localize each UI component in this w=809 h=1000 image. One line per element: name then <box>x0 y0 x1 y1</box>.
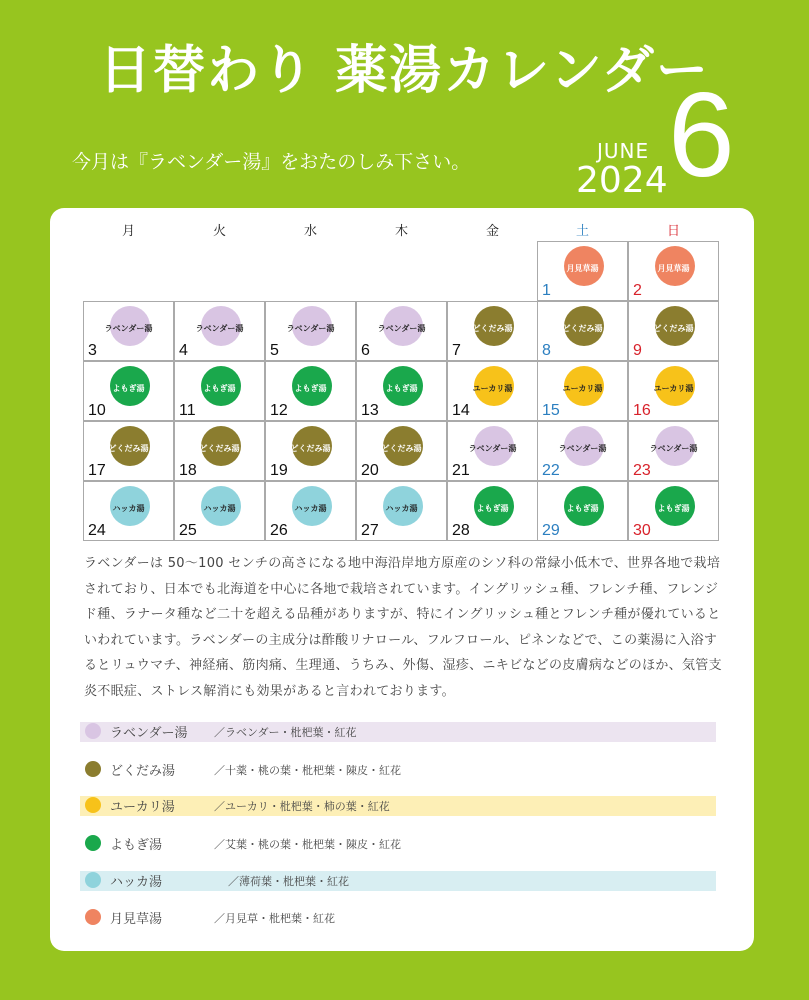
day-number: 29 <box>542 522 560 539</box>
calendar-day-22 <box>537 421 628 481</box>
day-number: 27 <box>361 522 379 539</box>
bath-label: どくだみ湯 <box>199 444 240 453</box>
legend-name: ラベンダー湯 <box>110 726 188 741</box>
bath-label: ユーカリ湯 <box>562 384 603 393</box>
bath-label: ユーカリ湯 <box>472 384 513 393</box>
weekday-6: 日 <box>666 224 680 239</box>
bath-label: よもぎ湯 <box>294 384 327 393</box>
bath-label: ハッカ湯 <box>112 504 145 513</box>
day-number: 30 <box>633 522 651 539</box>
calendar-day-17 <box>83 421 174 481</box>
day-number: 12 <box>270 402 288 419</box>
calendar-day-1 <box>537 241 628 301</box>
bath-label: ラベンダー湯 <box>104 324 153 333</box>
legend-dot <box>85 909 101 925</box>
calendar-day-9 <box>628 301 719 361</box>
day-number: 20 <box>361 462 379 479</box>
day-number: 8 <box>542 342 551 359</box>
legend-item <box>80 760 716 780</box>
day-number: 2 <box>633 282 642 299</box>
day-number: 5 <box>270 342 279 359</box>
bath-label: よもぎ湯 <box>566 504 599 513</box>
calendar-day-15 <box>537 361 628 421</box>
day-number: 7 <box>452 342 461 359</box>
subtitle: 今月は『ラベンダー湯』をおたのしみ下さい。 <box>72 151 471 173</box>
day-number: 11 <box>179 402 196 419</box>
bath-label: ラベンダー湯 <box>195 324 244 333</box>
bath-label: どくだみ湯 <box>290 444 331 453</box>
calendar-day-6 <box>356 301 447 361</box>
legend-item <box>80 908 716 928</box>
legend-dot <box>85 761 101 777</box>
day-number: 9 <box>633 342 642 359</box>
calendar-day-3 <box>83 301 174 361</box>
bath-label: ハッカ湯 <box>294 504 327 513</box>
day-number: 21 <box>452 462 470 479</box>
calendar-day-2 <box>628 241 719 301</box>
bath-label: よもぎ湯 <box>657 504 690 513</box>
calendar-day-19 <box>265 421 356 481</box>
legend-herbs: ／ラベンダー・枇杷葉・紅花 <box>214 726 357 739</box>
bath-label: どくだみ湯 <box>381 444 422 453</box>
calendar-day-21 <box>447 421 538 481</box>
calendar-day-28 <box>447 481 538 541</box>
day-number: 22 <box>542 462 560 479</box>
legend-item <box>80 722 716 742</box>
day-number: 13 <box>361 402 379 419</box>
day-number: 1 <box>542 282 551 299</box>
bath-label: よもぎ湯 <box>385 384 418 393</box>
calendar-day-26 <box>265 481 356 541</box>
calendar-day-30 <box>628 481 719 541</box>
legend-dot <box>85 835 101 851</box>
day-number: 28 <box>452 522 470 539</box>
year-label: 2024 <box>576 160 668 201</box>
calendar-day-18 <box>174 421 265 481</box>
month-english: JUNE <box>597 139 650 163</box>
calendar-day-23 <box>628 421 719 481</box>
weekday-4: 金 <box>485 224 499 239</box>
day-number: 6 <box>361 342 370 359</box>
day-number: 17 <box>88 462 106 479</box>
legend-name: 月見草湯 <box>110 912 163 927</box>
day-number: 26 <box>270 522 288 539</box>
bath-label: よもぎ湯 <box>203 384 236 393</box>
weekday-2: 水 <box>303 224 317 239</box>
calendar-day-16 <box>628 361 719 421</box>
day-number: 25 <box>179 522 197 539</box>
legend-herbs: ／艾葉・桃の葉・枇杷葉・陳皮・紅花 <box>214 838 401 851</box>
weekday-0: 月 <box>121 224 135 239</box>
calendar-day-25 <box>174 481 265 541</box>
weekday-3: 木 <box>394 224 408 239</box>
day-number: 24 <box>88 522 106 539</box>
bath-label: どくだみ湯 <box>108 444 149 453</box>
calendar-day-4 <box>174 301 265 361</box>
bath-label: よもぎ湯 <box>112 384 145 393</box>
bath-label: ユーカリ湯 <box>653 384 694 393</box>
day-number: 3 <box>88 342 97 359</box>
legend-name: よもぎ湯 <box>110 838 163 853</box>
weekday-1: 火 <box>212 224 226 239</box>
legend-herbs: ／十薬・桃の葉・枇杷葉・陳皮・紅花 <box>214 764 401 777</box>
bath-label: どくだみ湯 <box>653 324 694 333</box>
legend-item <box>80 871 716 891</box>
bath-label: ラベンダー湯 <box>286 324 335 333</box>
calendar-day-24 <box>83 481 174 541</box>
legend-dot <box>85 723 101 739</box>
bath-label: どくだみ湯 <box>472 324 513 333</box>
legend-dot <box>85 797 101 813</box>
day-number: 18 <box>179 462 197 479</box>
calendar-day-27 <box>356 481 447 541</box>
calendar-day-14 <box>447 361 538 421</box>
bath-label: よもぎ湯 <box>476 504 509 513</box>
bath-label: ラベンダー湯 <box>558 444 607 453</box>
day-number: 16 <box>633 402 651 419</box>
legend-item <box>80 796 716 816</box>
day-number: 15 <box>542 402 560 419</box>
page-title: 日替わり 薬湯カレンダー <box>99 41 710 101</box>
weekday-5: 土 <box>575 224 589 239</box>
legend-name: どくだみ湯 <box>110 764 176 779</box>
bath-label: ラベンダー湯 <box>649 444 698 453</box>
bath-label: ラベンダー湯 <box>377 324 426 333</box>
calendar-day-7 <box>447 301 538 361</box>
calendar-day-10 <box>83 361 174 421</box>
calendar-day-20 <box>356 421 447 481</box>
legend-herbs: ／月見草・枇杷葉・紅花 <box>214 912 335 925</box>
calendar-day-8 <box>537 301 628 361</box>
day-number: 4 <box>179 342 188 359</box>
calendar-day-11 <box>174 361 265 421</box>
day-number: 23 <box>633 462 651 479</box>
description-text: ラベンダーは 50〜100 センチの高さになる地中海沿岸地方原産のシソ科の常緑小低木で、世界各地で栽培されており、日本でも北海道を中心に各地で栽培されています。イングリッシュ種、フレンチ種、フレンジド種、ラナータ種など二十を超える品種がありますが、特にイングリッシュ種とフレンチ種が優れているといわれています。ラベンダーの主成分は酢酸リナロール、フルフロール、ピネンなどで、この薬湯に入浴するとリュウマチ、神経痛、筋肉痛、生理通、うちみ、外傷、湿疹、ニキビなどの皮膚病などのほか、気管支炎不眠症、ストレス解消にも効果があると言われております。 <box>84 556 722 699</box>
bath-label: 月見草湯 <box>657 264 690 273</box>
day-number: 14 <box>452 402 470 419</box>
bath-label: ハッカ湯 <box>203 504 236 513</box>
calendar-day-12 <box>265 361 356 421</box>
legend-item <box>80 834 716 854</box>
bath-label: ラベンダー湯 <box>468 444 517 453</box>
day-number: 19 <box>270 462 288 479</box>
calendar-day-29 <box>537 481 628 541</box>
legend-dot <box>85 872 101 888</box>
legend-herbs: ／薄荷葉・枇杷葉・紅花 <box>228 875 349 888</box>
legend-name: ユーカリ湯 <box>110 800 175 815</box>
bath-label: どくだみ湯 <box>562 324 603 333</box>
bath-label: ハッカ湯 <box>385 504 418 513</box>
day-number: 10 <box>88 402 106 419</box>
legend-name: ハッカ湯 <box>110 875 163 890</box>
bath-label: 月見草湯 <box>566 264 599 273</box>
calendar-day-13 <box>356 361 447 421</box>
legend-herbs: ／ユーカリ・枇杷葉・柿の葉・紅花 <box>214 800 390 813</box>
calendar-day-5 <box>265 301 356 361</box>
month-number: 6 <box>668 68 735 202</box>
